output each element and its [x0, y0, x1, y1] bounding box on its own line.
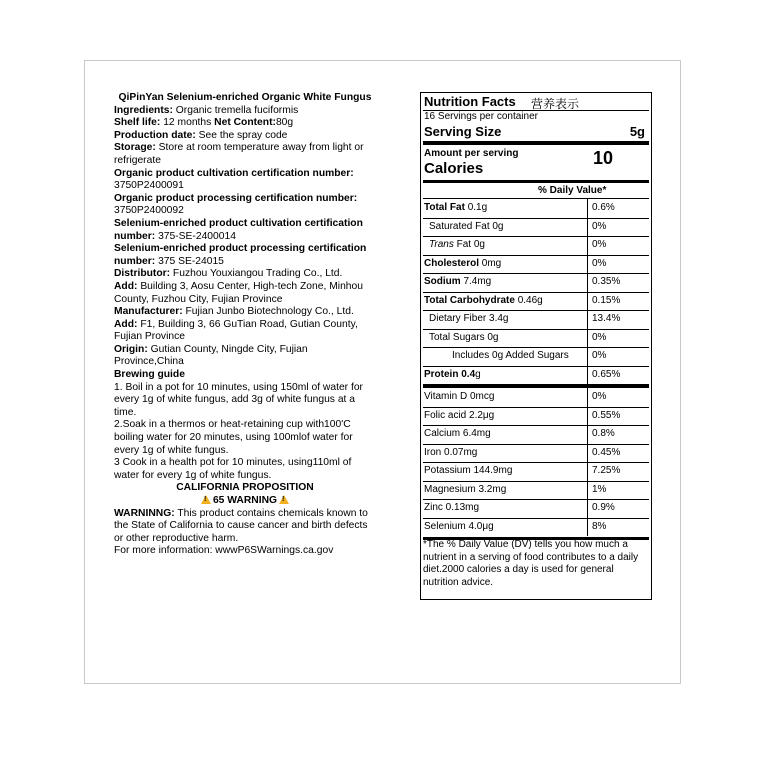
net-label: Net Content: — [214, 117, 276, 129]
nutrient-label — [424, 410, 494, 421]
daily-value-percent: 0% — [592, 257, 607, 269]
daily-value-percent: 0.45% — [592, 446, 621, 458]
nutrient-amount: 0.1g — [464, 202, 488, 213]
nutrient-label — [424, 258, 501, 269]
nutrient-name: Total Fat — [424, 202, 465, 213]
nutrient-name: Potassium 144.9mg — [424, 465, 513, 476]
ingredients-value: Organic tremella fuciformis — [172, 104, 299, 116]
prod-date-line — [114, 130, 376, 143]
nutrient-label — [452, 350, 569, 361]
nutrient-name: Protein 0.4 — [424, 368, 476, 380]
nutrient-row — [421, 388, 651, 407]
daily-value-percent: 13.4% — [592, 313, 621, 324]
calories-value: 10 — [593, 148, 614, 168]
nutrient-row — [421, 518, 651, 537]
column-divider — [587, 292, 588, 311]
nutrient-row — [421, 499, 651, 518]
column-divider — [587, 310, 588, 329]
calories-label: Calories — [424, 160, 484, 177]
nutrient-name: Saturated Fat 0g — [429, 220, 504, 232]
warning-text-line — [114, 508, 376, 546]
nutrient-amount: 7.4mg — [460, 276, 492, 287]
column-divider — [587, 329, 588, 348]
column-divider — [587, 444, 588, 463]
nutrient-name: Includes 0g Added Sugars — [452, 350, 569, 361]
nutrient-label — [424, 295, 543, 306]
warning-label: WARNINNG: — [114, 507, 175, 519]
nutrient-row — [421, 366, 651, 385]
product-info — [114, 92, 376, 558]
nutrient-name: Trans — [429, 239, 454, 250]
manufacturer-line — [114, 306, 376, 319]
address-label-2: Add: — [114, 318, 138, 330]
nutrient-label — [424, 447, 477, 458]
nutrient-row — [421, 347, 651, 366]
nutrient-row — [421, 329, 651, 348]
nutrient-row — [421, 292, 651, 311]
daily-value-percent: 0.15% — [592, 294, 621, 306]
proc-cert-line — [114, 193, 376, 218]
nutrient-label — [424, 391, 494, 402]
daily-value-footnote: *The % Daily Value (DV) tells you how much a nutrient in a serving of food contributes to a daily diet.2000 calories a day is used for general nutrition advice. — [423, 539, 639, 588]
nutrient-row — [421, 273, 651, 292]
storage-label: Storage: — [114, 142, 156, 154]
nutrient-name: Dietary Fiber 3.4g — [429, 313, 509, 324]
nutrient-amount: 0mg — [479, 257, 502, 269]
nutrient-name: Selenium 4.0μg — [424, 520, 494, 532]
serving-size-value: 5g — [629, 124, 645, 139]
se-proc-line — [114, 243, 376, 268]
storage-value: Store at room temperature away from light or refrigerate — [114, 142, 364, 166]
cult-cert-line — [114, 168, 376, 193]
address-value-2: F1, Building 3, 66 GuTian Road, Gutian County, Fujian Province — [114, 318, 358, 343]
nutrient-row — [421, 218, 651, 237]
nutrient-label — [424, 502, 479, 513]
daily-value-percent: 0.55% — [592, 409, 621, 421]
nutrient-label — [424, 484, 506, 495]
address-value-1: Building 3, Aosu Center, High-tech Zone, Minhou County, Fuzhou City, Fujian Province — [114, 280, 363, 305]
se-proc-value: 375 SE-24015 — [155, 255, 224, 267]
brew-step-2: 2.Soak in a thermos or heat-retaining cup with100'C boiling water for 20 minutes, using 100mlof water for every 1g of white fungus. — [114, 419, 353, 456]
origin-value: Gutian County, Ningde City, Fujian Province,China — [114, 343, 308, 368]
product-title: QiPinYan Selenium-enriched Organic White Fungus — [118, 92, 372, 103]
distributor-line — [114, 268, 376, 281]
prod-date-label: Production date: — [114, 129, 196, 141]
more-info: For more information: wwwP6SWarnings.ca.gov — [114, 545, 334, 557]
se-cult-label: Selenium-enriched product cultivation certification number: — [114, 217, 363, 242]
nutrient-row — [421, 236, 651, 255]
nf-title: Nutrition Facts — [424, 94, 516, 109]
se-proc-label: Selenium-enriched product processing certification number: — [114, 243, 367, 267]
warning-text: This product contains chemicals known to the State of California to cause cancer and birth defects or other reproductive harm. — [114, 507, 368, 544]
shelf-line — [114, 117, 376, 130]
california-heading: CALIFORNIA PROPOSITION — [176, 482, 314, 494]
nutrient-row — [421, 425, 651, 444]
nutrient-label — [424, 428, 491, 439]
distributor-value: Fuzhou Youxiangou Trading Co., Ltd. — [170, 268, 343, 280]
column-divider — [587, 407, 588, 426]
warning-heading: 65 WARNING — [212, 495, 278, 506]
nutrient-amount: g — [475, 368, 481, 380]
column-divider — [587, 273, 588, 292]
daily-value-header: % Daily Value* — [538, 185, 607, 196]
storage-line — [114, 142, 376, 167]
proc-cert-value: 3750P2400092 — [114, 205, 184, 217]
daily-value-percent: 0.9% — [592, 502, 615, 513]
cult-cert-value: 3750P2400091 — [114, 180, 184, 192]
nf-thick-divider — [423, 141, 649, 145]
shelf-label: Shelf life: — [114, 117, 161, 129]
daily-value-percent: 0.35% — [592, 276, 621, 287]
nutrient-name: Magnesium 3.2mg — [424, 483, 507, 495]
nutrient-row — [421, 255, 651, 274]
manufacturer-value: Fujian Junbo Biotechnology Co., Ltd. — [182, 306, 354, 318]
net-value: 80g — [275, 117, 294, 129]
column-divider — [587, 425, 588, 444]
nutrient-name: Sodium — [424, 276, 461, 287]
nf-thick-divider — [423, 180, 649, 183]
serving-size-label: Serving Size — [424, 124, 502, 139]
nutrient-amount: Fat 0g — [453, 239, 485, 250]
se-cult-value: 375-SE-2400014 — [155, 230, 236, 242]
servings-per-container: 16 Servings per container — [424, 111, 538, 122]
nf-title-row — [421, 93, 651, 111]
column-divider — [587, 255, 588, 274]
prod-date-value: See the spray code — [195, 129, 288, 141]
daily-value-percent: 0.6% — [592, 202, 615, 213]
nutrient-label — [424, 521, 494, 532]
column-divider — [587, 462, 588, 481]
nutrient-name: Total Sugars 0g — [429, 331, 499, 343]
origin-line — [114, 344, 376, 369]
warning-heading-line — [114, 495, 376, 508]
nutrient-row — [421, 407, 651, 426]
daily-value-percent: 0.8% — [592, 428, 615, 439]
nutrition-facts-panel — [420, 92, 652, 600]
nutrient-row — [421, 199, 651, 218]
nutrient-name: Folic acid 2.2μg — [424, 409, 495, 421]
column-divider — [587, 366, 588, 385]
daily-value-percent: 0% — [592, 239, 607, 250]
address-label-1: Add: — [114, 280, 138, 292]
ingredients-label: Ingredients: — [114, 104, 173, 116]
nutrient-label — [429, 221, 504, 232]
column-divider — [587, 518, 588, 537]
column-divider — [587, 499, 588, 518]
nutrient-row — [421, 444, 651, 463]
address-line-2 — [114, 319, 376, 344]
column-divider — [587, 199, 588, 218]
cult-cert-label: Organic product cultivation certification number: — [114, 167, 354, 179]
nutrient-amount: 0.46g — [514, 294, 543, 306]
nutrient-label — [424, 369, 481, 380]
ingredients-line — [114, 105, 376, 118]
proc-cert-label: Organic product processing certification number: — [114, 192, 358, 204]
daily-value-percent: 0% — [592, 350, 607, 361]
daily-value-percent: 8% — [592, 520, 607, 532]
nutrient-row — [421, 462, 651, 481]
column-divider — [587, 218, 588, 237]
daily-value-percent: 7.25% — [592, 465, 621, 476]
daily-value-percent: 0% — [592, 220, 607, 232]
daily-value-percent: 0.65% — [592, 368, 621, 380]
warning-left-icon — [201, 495, 211, 504]
brew-step-1: 1. Boil in a pot for 10 minutes, using 150ml of water for every 1g of white fungus, add 3g of white fungus at a time. — [114, 381, 363, 418]
brew-step-3: 3 Cook in a health pot for 10 minutes, using110ml of water for every 1g of white fungus. — [114, 457, 352, 481]
nutrient-label — [424, 465, 512, 476]
brewing-guide-heading: Brewing guide — [114, 369, 185, 381]
column-divider — [587, 236, 588, 255]
nutrient-row — [421, 310, 651, 329]
nutrient-label — [429, 239, 485, 250]
nutrient-label — [429, 313, 508, 324]
nutrient-label — [429, 332, 499, 343]
nutrient-name: Iron 0.07mg — [424, 446, 478, 458]
daily-value-percent: 0% — [592, 331, 607, 343]
se-cult-line — [114, 218, 376, 243]
nf-title-cn: 营养表示 — [531, 97, 580, 111]
column-divider — [587, 347, 588, 366]
amount-per-serving: Amount per serving — [424, 148, 519, 159]
nutrient-label — [424, 276, 491, 287]
nutrient-name: Calcium 6.4mg — [424, 428, 491, 439]
address-line-1 — [114, 281, 376, 306]
daily-value-percent: 1% — [592, 483, 607, 495]
warning-right-icon — [279, 495, 289, 504]
nutrient-name: Zinc 0.13mg — [424, 502, 480, 513]
manufacturer-label: Manufacturer: — [114, 306, 183, 318]
origin-label: Origin: — [114, 343, 148, 355]
column-divider — [587, 481, 588, 500]
nutrient-name: Total Carbohydrate — [424, 294, 515, 306]
nutrient-row — [421, 481, 651, 500]
distributor-label: Distributor: — [114, 268, 171, 280]
nutrient-name: Cholesterol — [424, 257, 480, 269]
column-divider — [587, 388, 588, 407]
nutrient-label — [424, 202, 487, 213]
nutrient-name: Vitamin D 0mcg — [424, 391, 495, 402]
shelf-value: 12 months — [160, 117, 215, 129]
daily-value-percent: 0% — [592, 391, 607, 402]
